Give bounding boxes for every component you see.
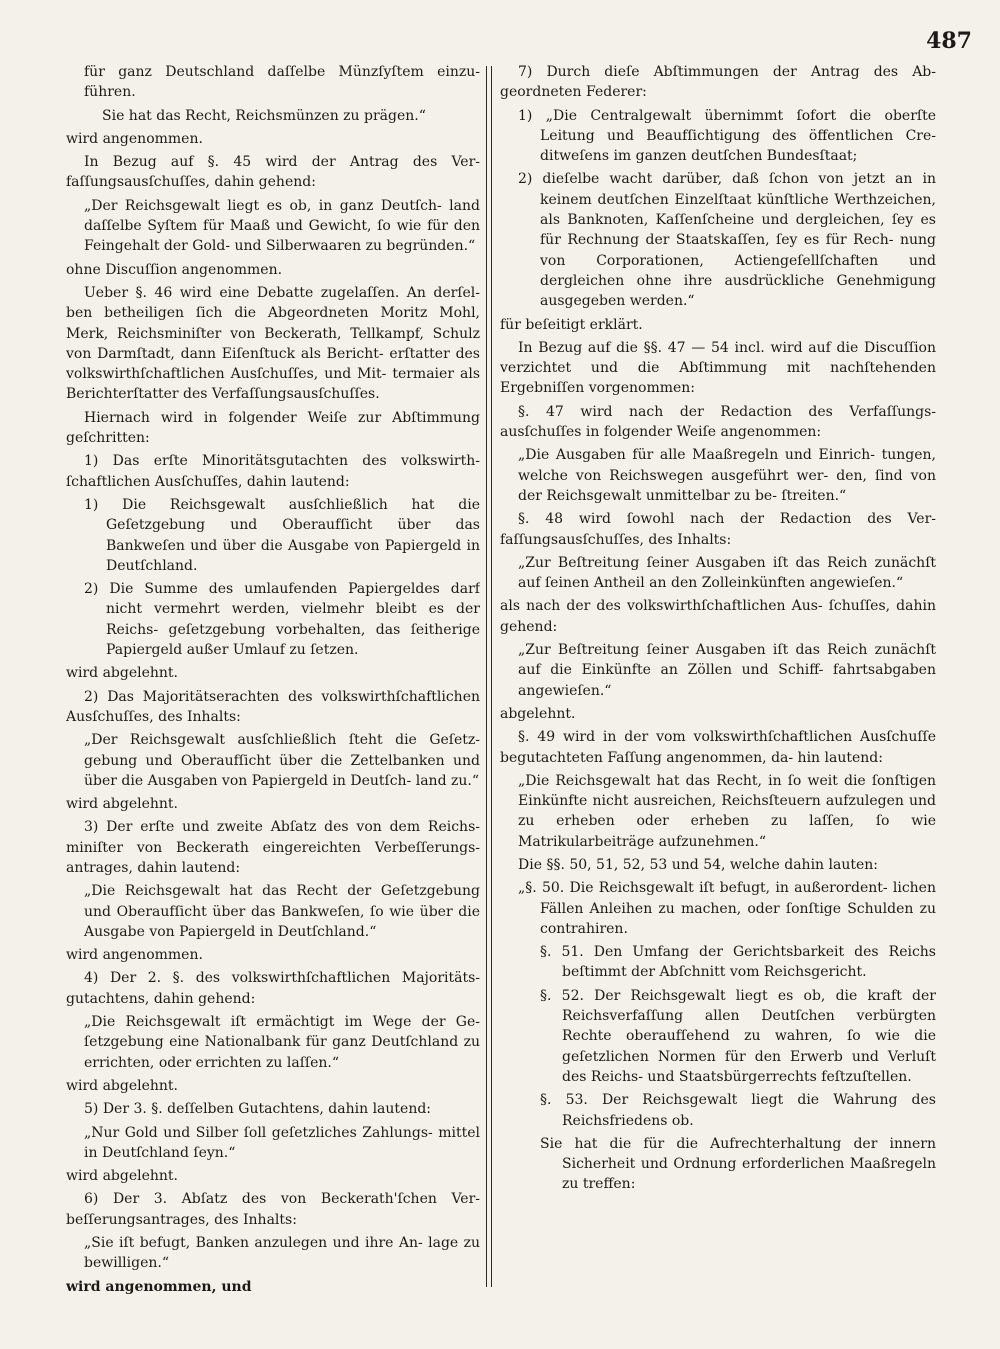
paragraph: 2) dieſelbe wacht darüber, daß ſchon von jetzt an in keinem deutſchen Einzelſtaat künſtliche Werthzeichen, als Banknoten, Kaſſenſcheine und dergleichen, ſey es für Rechnung der Staatskaſſen, ſey es für Rech- nung von Corporationen, Actiengeſellſchaften und dergleichen ohne ihre ausdrückliche Genehmigung ausgegeben werden.“: [518, 171, 936, 310]
paragraph: 6) Der 3. Abſatz des von Beckerath'ſchen Ver- beſſerungsantrages, des Inhalts:: [66, 1191, 480, 1228]
paragraph: für beſeitigt erklärt.: [500, 316, 643, 333]
paragraph: Hiernach wird in folgender Weiſe zur Abſtimmung geſchritten:: [66, 409, 480, 447]
paragraph: In Bezug auf die §§. 47 — 54 incl. wird auf die Discuſſion verzichtet und die Abſtimmung mit nachſtehenden Ergebniſſen vorgenommen:: [500, 339, 936, 397]
paragraph: wird abgelehnt.: [66, 1077, 178, 1094]
paragraph: „Nur Gold und Silber ſoll geſetzliches Zahlungs- mittel in Deutſchland ſeyn.“: [84, 1124, 480, 1161]
paragraph: als nach der des volkswirthſchaftlichen Aus- ſchuſſes, dahin gehend:: [500, 598, 936, 635]
paragraph: wird abgelehnt.: [66, 796, 178, 813]
paragraph: „Die Ausgaben für alle Maaßregeln und Einrich- tungen, welche von Reichswegen ausgeführt wer- den, ſind von der Reichsgewalt unmittelbar zu be- ſtreiten.“: [518, 447, 936, 504]
paragraph: „Zur Beſtreitung ſeiner Ausgaben iſt das Reich zunächſt auf die Einkünfte an Zöllen und Schiff- fahrtsabgaben angewieſen.“: [518, 642, 936, 699]
paragraph: ohne Discuſſion angenommen.: [66, 261, 283, 278]
right-column: [500, 62, 936, 1309]
paragraph: „Die Reichsgewalt hat das Recht, in ſo weit die ſonſtigen Einkünfte nicht ausreichen, Reichsſteuern aufzulegen und zu erheben oder erheben zu laſſen, ſo wie Matrikularbeiträge aufzunehmen.“: [518, 772, 936, 850]
paragraph: 4) Der 2. §. des volkswirthſchaftlichen Majoritäts- gutachtens, dahin gehend:: [66, 970, 480, 1007]
paragraph: Ueber §. 46 wird eine Debatte zugelaſſen. An derſel- ben betheiligen ſich die Abgeordneten Moritz Mohl, Merk, Reichsminiſter von Beckerath, Tellkampf, Schulz von Darmſtadt, dann Eiſenſtuck als Bericht- erſtatter des volkswirthſchaftlichen Ausſchuſſes, und Mit- termaier als Berichterſtatter des Verfaſſungsausſchuſſes.: [66, 284, 480, 403]
paragraph: wird angenommen.: [66, 947, 203, 964]
paragraph: 3) Der erſte und zweite Abſatz des von dem Reichs- miniſter von Beckerath eingereichten Verbeſſerungs- antrages, dahin lautend:: [66, 819, 480, 876]
paragraph: „Der Reichsgewalt ausſchließlich ſteht die Geſetz- gebung und Oberaufſicht über die Zettelbanken und über die Ausgaben von Papiergeld in Deutſch- land zu.“: [84, 732, 480, 789]
paragraph: wird abgelehnt.: [66, 665, 178, 682]
paragraph: „§. 50. Die Reichsgewalt iſt befugt, in außerordent- lichen Fällen Anleihen zu machen, oder ſonſtige Schulden zu contrahiren.: [518, 880, 936, 937]
paragraph: §. 53. Der Reichsgewalt liegt die Wahrung des Reichsfriedens ob.: [540, 1092, 936, 1129]
paragraph: „Sie iſt befugt, Banken anzulegen und ihre An- lage zu bewilligen.“: [84, 1235, 480, 1272]
paragraph: §. 49 wird in der vom volkswirthſchaftlichen Ausſchuſſe begutachteten Faſſung angenommen, da- hin lautend:: [500, 729, 936, 766]
paragraph: 5) Der 3. §. deſſelben Gutachtens, dahin lautend:: [84, 1101, 432, 1118]
paragraph: §. 52. Der Reichsgewalt liegt es ob, die kraft der Reichsverfaſſung allen Deutſchen verbürgten Rechte oberaufſehend zu wahren, ſo wie die geſetzlichen Normen für den Erwerb und Verluſt des Reichs- und Staatsbürgerrechts feſtzuſtellen.: [540, 987, 936, 1085]
paragraph: §. 51. Den Umfang der Gerichtsbarkeit des Reichs beſtimmt der Abſchnitt vom Reichsgericht.: [540, 944, 936, 981]
page-number: 487: [926, 28, 972, 54]
paragraph: §. 48 wird ſowohl nach der Redaction des Ver- faſſungsausſchuſſes, des Inhalts:: [500, 511, 936, 548]
paragraph: „Zur Beſtreitung ſeiner Ausgaben iſt das Reich zunächſt auf ſeinen Antheil an den Zolleinkünften angewieſen.“: [518, 554, 936, 592]
paragraph: Sie hat die für die Aufrechterhaltung der innern Sicherheit und Ordnung erforderlichen Maaßregeln zu treffen:: [540, 1135, 936, 1193]
paragraph: „Der Reichsgewalt liegt es ob, in ganz Deutſch- land daſſelbe Syſtem für Maaß und Gewicht, ſo wie für den Feingehalt der Gold- und Silberwaaren zu begründen.“: [84, 197, 480, 255]
paragraph: „Die Reichsgewalt hat das Recht der Geſetzgebung und Oberaufſicht über das Bankweſen, ſo wie über die Ausgabe von Papiergeld in Deutſchland.“: [84, 883, 480, 940]
paragraph: wird angenommen, und: [66, 1278, 252, 1295]
paragraph: für ganz Deutschland daſſelbe Münzſyſtem einzu- führen.: [84, 64, 480, 101]
paragraph: wird angenommen.: [66, 130, 203, 147]
paragraph: wird abgelehnt.: [66, 1168, 178, 1185]
paragraph: „Die Reichsgewalt iſt ermächtigt im Wege der Ge- ſetzgebung eine Nationalbank für ganz Deutſchland zu errichten, oder errichten zu laſſen.“: [84, 1014, 480, 1071]
paragraph: In Bezug auf §. 45 wird der Antrag des Ver- faſſungsausſchuſſes, dahin gehend:: [66, 154, 480, 191]
column-divider: [486, 66, 492, 1287]
paragraph: §. 47 wird nach der Redaction des Verfaſſungs- ausſchuſſes in folgender Weiſe angenommen:: [500, 403, 936, 441]
paragraph: Sie hat das Recht, Reichsmünzen zu prägen.“: [102, 107, 426, 124]
paragraph: 7) Durch dieſe Abſtimmungen der Antrag des Ab- geordneten Federer:: [500, 64, 936, 101]
paragraph: Die §§. 50, 51, 52, 53 und 54, welche dahin lauten:: [518, 856, 879, 873]
paragraph: 1) Die Reichsgewalt ausſchließlich hat die Geſetzgebung und Oberaufſicht über das Bankweſen und über die Ausgabe von Papiergeld in Deutſchland.: [84, 496, 480, 574]
paragraph: 1) Das erſte Minoritätsgutachten des volkswirth- ſchaftlichen Ausſchuſſes, dahin lautend:: [66, 453, 480, 490]
paragraph: abgelehnt.: [500, 705, 576, 722]
paragraph: 2) Das Majoritätserachten des volkswirthſchaftlichen Ausſchuſſes, des Inhalts:: [66, 688, 480, 725]
paragraph: 1) „Die Centralgewalt übernimmt ſofort die oberſte Leitung und Beaufſichtigung des öffentlichen Cre- ditweſens im ganzen deutſchen Bundesſtaat;: [518, 107, 936, 165]
paragraph: 2) Die Summe des umlaufenden Papiergeldes darf nicht vermehrt werden, vielmehr bleibt es der Reichs- geſetzgebung vorbehalten, das ſeitherige Papiergeld außer Umlauf zu ſetzen.: [84, 581, 480, 659]
left-column: [66, 62, 480, 1309]
